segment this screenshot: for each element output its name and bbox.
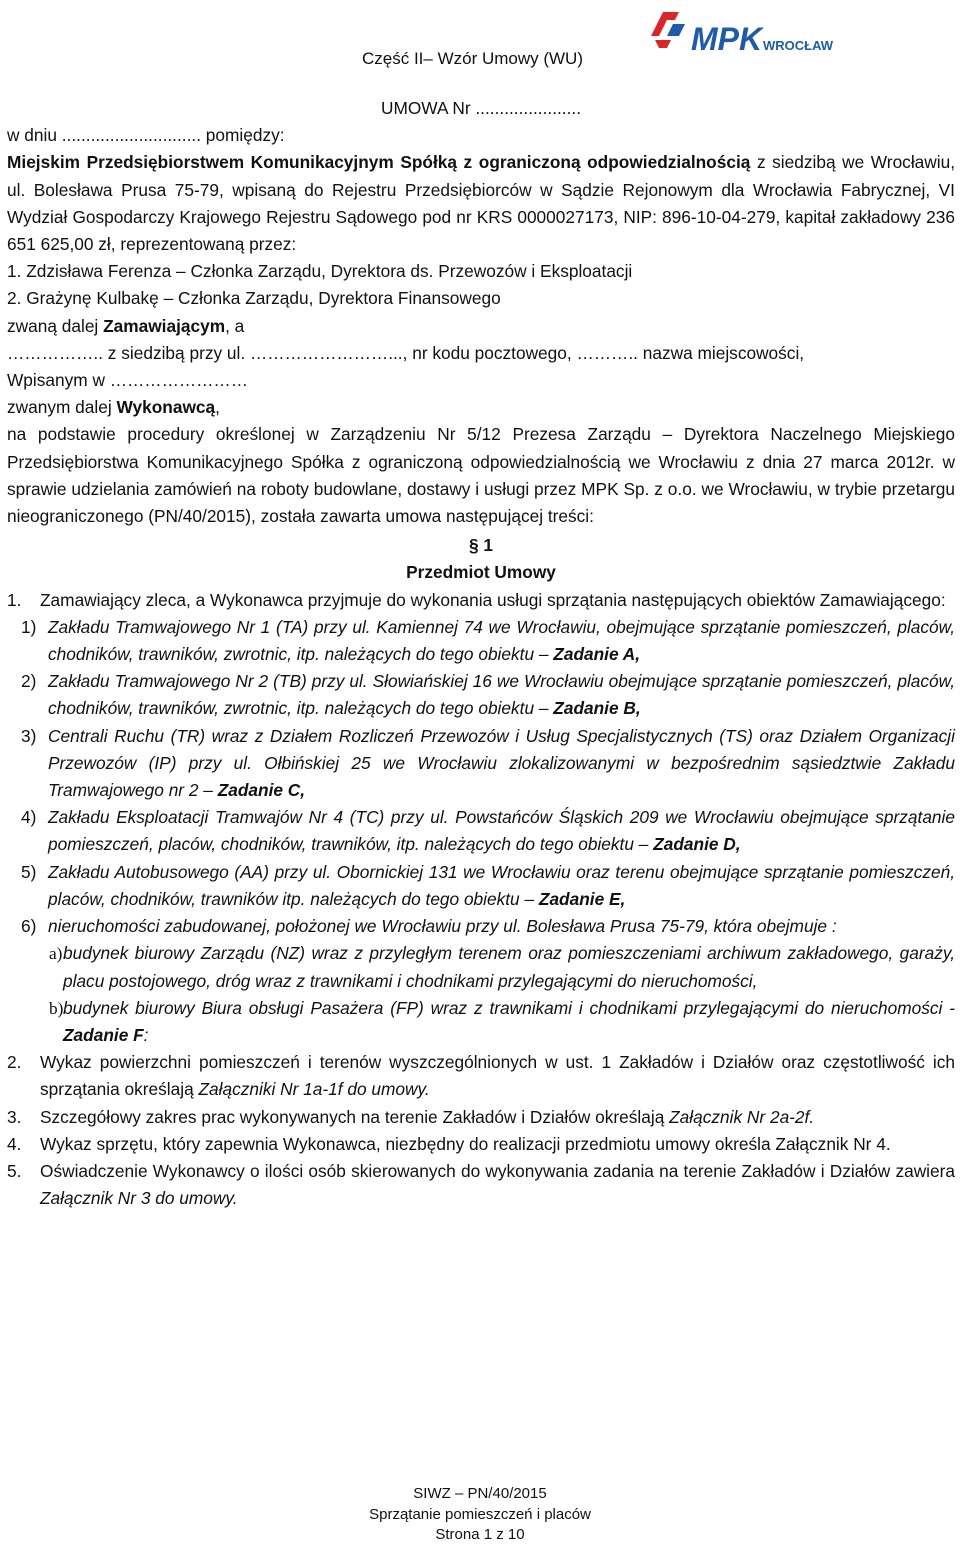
footer-reference: SIWZ – PN/40/2015 xyxy=(413,1485,547,1502)
sub-list-item-body: budynek biurowy Biura obsługi Pasażera (FP) wraz z trawnikami i chodnikami przylegającymi do nieruchomości - xyxy=(63,997,955,1018)
paragraph-3-num: 3. xyxy=(7,1106,22,1127)
list-item-num: 3) xyxy=(21,725,37,746)
paragraph-2 xyxy=(7,1049,955,1103)
sub-list-item-task: Zadanie F xyxy=(63,1024,144,1045)
list-item xyxy=(7,668,955,722)
sub-list-item xyxy=(7,995,955,1049)
zwana-suffix: , a xyxy=(225,315,245,336)
paragraph-5 xyxy=(7,1158,955,1212)
paragraph-2-attachment: Załączniki Nr 1a-1f do umowy. xyxy=(198,1079,430,1100)
basis-paragraph: na podstawie procedury określonej w Zarządzeniu Nr 5/12 Prezesa Zarządu – Dyrektora Naczelnego Miejskiego Przedsiębiorstwa Komunikacyjnego Spółka z ograniczoną odpowiedzialnością we Wrocławiu z dnia 27 marca 2012r. w sprawie udzielania zamówień na roboty budowlane, dostawy i usługi przez MPK Sp. z o.o. we Wrocławiu, w trybie przetargu nieograniczonego (PN/40/2015), została zawarta umowa następującej treści: xyxy=(7,424,955,527)
list-item-num: 2) xyxy=(21,671,37,692)
logo-main-text: MPK xyxy=(691,21,763,57)
party-name: Miejskim Przedsiębiorstwem Komunikacyjnym Spółką z ograniczoną odpowiedzialnością xyxy=(7,152,751,173)
section-heading-text: Przedmiot Umowy xyxy=(406,562,556,583)
list-item-text xyxy=(48,804,955,858)
mpk-logo xyxy=(645,6,845,60)
zwanym-prefix: zwanym dalej xyxy=(7,397,117,418)
list-item xyxy=(7,804,955,858)
list-item-text xyxy=(48,913,955,940)
paragraph-4-text: Wykaz sprzętu, który zapewnia Wykonawca, niezbędny do realizacji przedmiotu umowy określa Załącznik Nr 4. xyxy=(40,1133,891,1154)
section-heading xyxy=(7,559,955,586)
section-symbol-text: § 1 xyxy=(468,535,494,556)
zwanym-name: Wykonawcą xyxy=(116,397,216,418)
paragraph-2-num: 2. xyxy=(7,1052,22,1073)
sub-list-item-body: budynek biurowy Zarządu (NZ) wraz z przyległym terenem oraz pomieszczeniami archiwum zakładowego, garaży, placu postojowego, dróg wraz z trawnikami i chodnikami przylegającymi do nieruchomości, xyxy=(63,943,955,991)
paragraph-3-attachment: Załącznik Nr 2a-2f. xyxy=(669,1106,815,1127)
list-item-num: 4) xyxy=(21,807,37,828)
sub-list-item-text xyxy=(63,940,955,994)
paragraph-1 xyxy=(7,587,955,614)
sub-list-item-num: a) xyxy=(49,944,63,964)
logo-sub-text: WROCŁAW xyxy=(763,38,834,53)
section-symbol xyxy=(7,532,955,559)
contract-body xyxy=(7,95,955,1212)
list-item-task: Zadanie D, xyxy=(653,834,741,855)
representative-1: 1. Zdzisława Ferenza – Członka Zarządu, Dyrektora ds. Przewozów i Eksploatacji xyxy=(7,261,633,282)
paragraph-2-body: Wykaz powierzchni pomieszczeń i terenów wyszczególnionych w ust. 1 Zakładów i Działów oraz częstotliwość ich sprzątania określają xyxy=(40,1052,955,1100)
paragraph-3-body: Szczegółowy zakres prac wykonywanych na terenie Zakładów i Działów określają xyxy=(40,1106,670,1127)
list-item-num: 6) xyxy=(21,916,37,937)
list-item-body: Zakładu Autobusowego (AA) przy ul. Obornickiej 131 we Wrocławiu oraz terenu obejmujące sprzątanie pomieszczeń, placów, chodników, trawników itp. należących do tego obiektu – xyxy=(48,861,955,909)
zwanym-line xyxy=(7,394,955,421)
date-line: w dniu ............................. pomiędzy: xyxy=(7,125,285,146)
list-item-num: 1) xyxy=(21,616,37,637)
zwanym-suffix: , xyxy=(215,397,220,418)
list-item-text xyxy=(48,614,955,668)
paragraph-4 xyxy=(7,1131,955,1158)
footer-page-number: Strona 1 z 10 xyxy=(435,1526,525,1543)
list-item-text xyxy=(48,668,955,722)
list-item-body: Zakładu Tramwajowego Nr 2 (TB) przy ul. Słowiańskiej 16 we Wrocławiu obejmujące sprzątanie pomieszczeń, placów, chodników, trawników, zwrotnic, itp. należących do tego obiektu – xyxy=(48,671,955,719)
list-item-text xyxy=(48,723,955,805)
list-item-task: Zadanie E, xyxy=(538,888,626,909)
paragraph-5-body: Oświadczenie Wykonawcy o ilości osób skierowanych do wykonywania zadania na terenie Zakładów i Działów zawiera xyxy=(40,1160,955,1181)
paragraph-1-num: 1. xyxy=(7,589,22,610)
zwana-prefix: zwaną dalej xyxy=(7,315,104,336)
list-item xyxy=(7,614,955,668)
register-line: Wpisanym w …………………… xyxy=(7,370,248,391)
paragraph-3-text xyxy=(40,1104,955,1131)
sub-list-item-num: b) xyxy=(49,998,64,1018)
list-item-body: Centrali Ruchu (TR) wraz z Działem Rozliczeń Przewozów i Usług Specjalistycznych (TS) oraz Działem Organizacji Przewozów (IP) przy ul. Ołbińskiej 25 we Wrocławiu zlokalizowanymi w bezpośrednim sąsiedztwie Zakładu Tramwajowego nr 2 – xyxy=(48,725,955,801)
footer-subject: Sprzątanie pomieszczeń i placów xyxy=(369,1505,591,1523)
list-item xyxy=(7,859,955,913)
paragraph-3 xyxy=(7,1104,955,1131)
sub-list-item xyxy=(7,940,955,994)
contractor-line: …………….. z siedzibą przy ul. ……………………..., nr kodu pocztowego, ……….. nazwa miejscowości, xyxy=(7,342,805,363)
party-paragraph xyxy=(7,149,955,258)
paragraph-2-text xyxy=(40,1049,955,1103)
header-title: Część II– Wzór Umowy (WU) xyxy=(362,49,583,68)
list-item-body: Zakładu Eksploatacji Tramwajów Nr 4 (TC) przy ul. Powstańców Śląskich 209 we Wrocławiu obejmujące sprzątanie pomieszczeń, placów, chodników, trawników, itp. należących do tego obiektu – xyxy=(48,807,955,855)
zwana-line xyxy=(7,313,955,340)
sub-list-item-tail: : xyxy=(143,1024,149,1045)
representative-2: 2. Grażynę Kulbakę – Członka Zarządu, Dyrektora Finansowego xyxy=(7,288,501,309)
list-item-task: Zadanie C, xyxy=(217,780,306,801)
zwana-name: Zamawiającym xyxy=(103,315,226,336)
paragraph-5-num: 5. xyxy=(7,1160,22,1181)
page-footer xyxy=(0,1484,960,1546)
list-item-body: nieruchomości zabudowanej, położonej we Wrocławiu przy ul. Bolesława Prusa 75-79, która obejmuje : xyxy=(48,916,837,937)
paragraph-1-text: Zamawiający zleca, a Wykonawca przyjmuje do wykonania usługi sprzątania następujących obiektów Zamawiającego: xyxy=(40,589,946,610)
paragraph-5-attachment: Załącznik Nr 3 do umowy. xyxy=(40,1188,238,1209)
contract-title: UMOWA Nr ...................... xyxy=(380,98,582,118)
paragraph-4-num: 4. xyxy=(7,1133,22,1154)
list-item-task: Zadanie B, xyxy=(553,698,641,719)
list-item-num: 5) xyxy=(21,861,37,882)
list-item-text xyxy=(48,859,955,913)
list-item-task: Zadanie A, xyxy=(553,644,641,665)
party-details: z siedzibą we Wrocławiu, ul. Bolesława Prusa 75-79, wpisaną do Rejestru Przedsiębiorców w Sądzie Rejonowym dla Wrocławia Fabrycznej, VI Wydział Gospodarczy Krajowego Rejestru Sądowego pod nr KRS 0000027173, NIP: 896-10-04-279, kapitał zakładowy 236 651 625,00 zł, reprezentowaną przez: xyxy=(7,152,955,255)
list-item xyxy=(7,723,955,805)
sub-list-item-text xyxy=(63,995,955,1049)
list-item-body: Zakładu Tramwajowego Nr 1 (TA) przy ul. Kamiennej 74 we Wrocławiu, obejmujące sprzątanie pomieszczeń, placów, chodników, trawników, zwrotnic, itp. należących do tego obiektu – xyxy=(48,616,955,665)
paragraph-5-text xyxy=(40,1158,955,1212)
list-item xyxy=(7,913,955,940)
